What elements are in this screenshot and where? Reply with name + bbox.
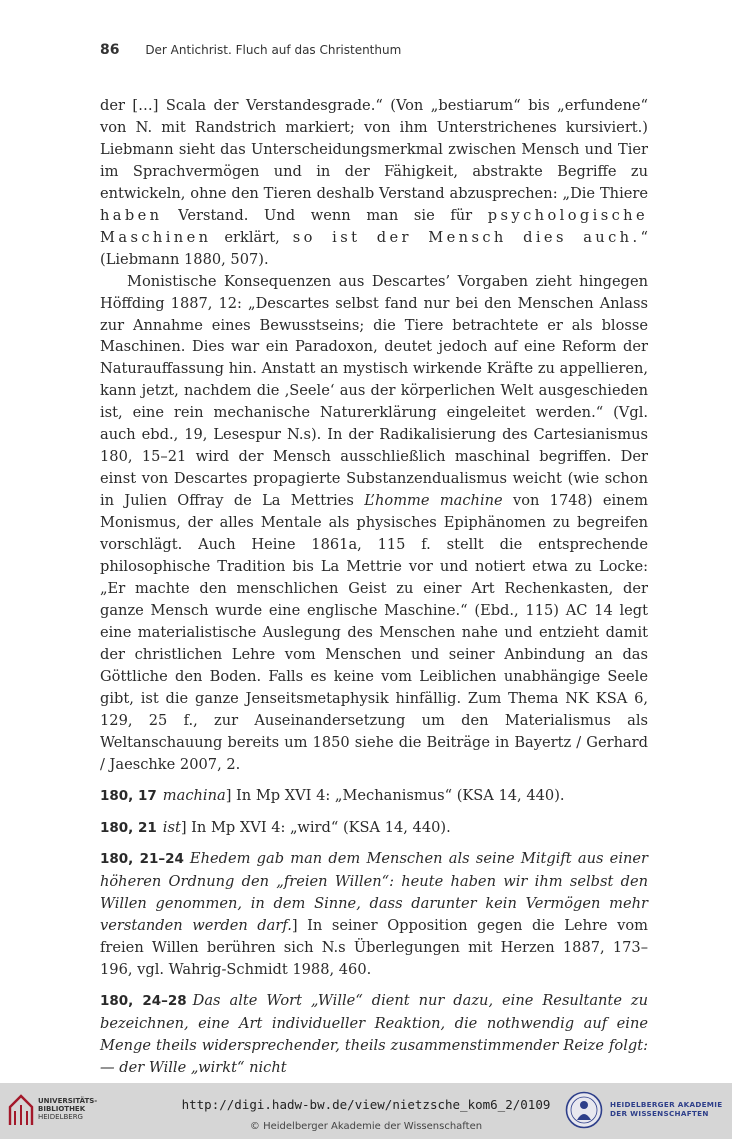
commentary-entry bbox=[100, 817, 648, 840]
library-logo-line: UNIVERSITÄTS- bbox=[38, 1097, 98, 1105]
paragraph-1 bbox=[100, 95, 648, 271]
commentary-entry bbox=[100, 785, 648, 808]
para1-text-c: erklärt, bbox=[211, 228, 293, 246]
page-number: 86 bbox=[100, 42, 120, 58]
para2-italic-title: L’homme machine bbox=[364, 492, 503, 510]
para1-spaced-2: psychologische Maschinen bbox=[100, 206, 648, 246]
running-header bbox=[100, 42, 401, 58]
entry-text: ] In Mp XVI 4: „wird“ (KSA 14, 440). bbox=[180, 818, 451, 836]
lemma-reference: 180, 24–28 bbox=[100, 993, 187, 1010]
academy-seal-icon bbox=[565, 1091, 603, 1129]
commentary-entry bbox=[100, 848, 648, 981]
academy-logo-line: HEIDELBERGER AKADEMIE bbox=[610, 1100, 723, 1109]
paragraph-2 bbox=[100, 271, 648, 776]
lemma-text: Ehedem gab man dem Menschen als seine Mitgift aus einer höheren Ordnung den „freien Willen“: heute haben wir ihm selbst den Willen genommen, in dem Sinne, dass darunter kein Vermögen mehr verstanden werden darf. bbox=[100, 850, 648, 935]
para1-text-d: “ (Liebmann 1880, 507). bbox=[100, 228, 648, 268]
academy-logo-text bbox=[610, 1100, 722, 1118]
lemma-text: ist bbox=[162, 818, 181, 836]
library-logo-line: BIBLIOTHEK bbox=[38, 1105, 86, 1113]
para1-spaced-1: haben bbox=[100, 206, 163, 224]
para1-text-b: Verstand. Und wenn man sie für bbox=[162, 206, 488, 224]
para1-text-a: der […] Scala der Verstandesgrade.“ (Von „bestiarum“ bis „erfundene“ von N. mit Randstrich markiert; von ihm Unterstrichenes kursiviert.) Liebmann sieht das Unterscheidungsmerkmal zwischen Mensch und Tier im Sprachvermögen und in der Fähigkeit, abstrakte Begriffe zu entwickeln, ohne den Tieren deshalb Verstand abzusprechen: „Die Thiere bbox=[100, 97, 648, 202]
para1-spaced-3: so ist der Mensch dies auch. bbox=[292, 228, 641, 246]
copyright-notice: © Heidelberger Akademie der Wissenschaften bbox=[249, 1121, 483, 1132]
permalink-url[interactable]: http://digi.hadw-bw.de/view/nietzsche_kom6_2/0109 bbox=[181, 1097, 551, 1112]
running-title: Der Antichrist. Fluch auf das Christenthum bbox=[145, 43, 402, 57]
para2-text-b: von 1748) einem Monismus, der alles Mentale als physisches Epiphänomen zu begreifen vorschlägt. Auch Heine 1861a, 115 f. stellt die entsprechende philosophische Tradition bis La Mettrie vor und notiert etwa zu Locke: „Er machte den menschlichen Geist zu einer Art Rechenkasten, der ganze Mensch wurde eine englische Maschine.“ (Ebd., 115) AC 14 legt eine materialistische Auslegung des Menschen nahe und entzieht damit der christlichen Lehre vom Menschen und seiner Anbindung an das Göttliche den Boden. Falls es keine vom Leiblichen unabhängige Seele gibt, ist die ganze Jenseitsmetaphysik hinfällig. Zum Thema NK KSA 6, 129, 25 f., zur Auseinandersetzung um den Materialismus als Weltanschauung bereits um 1850 siehe die Beiträge in Bayertz / Gerhard / Jaeschke 2007, 2. bbox=[100, 492, 648, 773]
lemma-text: Das alte Wort „Wille“ dient nur dazu, eine Resultante zu bezeichnen, eine Art individueller Reaktion, die nothwendig auf eine Menge theils widersprechender, theils zusammenstimmender Reize folgt: — der Wille „wirkt“ nicht bbox=[100, 992, 648, 1077]
lemma-reference: 180, 17 bbox=[100, 787, 157, 804]
lemma-reference: 180, 21–24 bbox=[100, 851, 184, 868]
lemma-text: machina bbox=[162, 786, 226, 804]
commentary-body bbox=[100, 95, 648, 1079]
digitization-footer bbox=[0, 1083, 732, 1139]
entry-text: ] In seiner Opposition gegen die Lehre vom freien Willen berühren sich N.s Überlegungen mit Herzen 1887, 173–196, vgl. Wahrig-Schmidt 1988, 460. bbox=[100, 917, 648, 979]
para2-text-a: Monistische Konsequenzen aus Descartes’ Vorgaben zieht hingegen Höffding 1887, 12: „Descartes selbst fand nur bei den Menschen Anlass zur Annahme eines Bewusstseins; die Tiere betrachtete er als blosse Maschinen. Dies war ein Paradoxon, deutet jedoch auf eine Reform der Naturauffassung hin. Anstatt an mystisch wirkende Kräfte zu appellieren, kann jetzt, nachdem die ‚Seele‘ aus der körperlichen Welt ausgeschieden ist, eine rein mechanische Naturerklärung eingeleitet werden.“ (Vgl. auch ebd., 19, Lesespur N.s). In der Radikalisierung des Cartesianismus 180, 15–21 wird der Mensch ausschließlich maschinal begriffen. Der einst von Descartes propagierte Substanzendualismus weicht (wie schon in Julien Offray de La Mettries bbox=[100, 272, 648, 510]
commentary-entry bbox=[100, 990, 648, 1079]
library-logo-line: HEIDELBERG bbox=[38, 1113, 83, 1121]
lemma-reference: 180, 21 bbox=[100, 819, 157, 836]
academy-logo[interactable] bbox=[565, 1089, 730, 1133]
entry-text: ] In Mp XVI 4: „Mechanismus“ (KSA 14, 440). bbox=[225, 786, 565, 804]
academy-logo-line: DER WISSENSCHAFTEN bbox=[610, 1109, 709, 1118]
